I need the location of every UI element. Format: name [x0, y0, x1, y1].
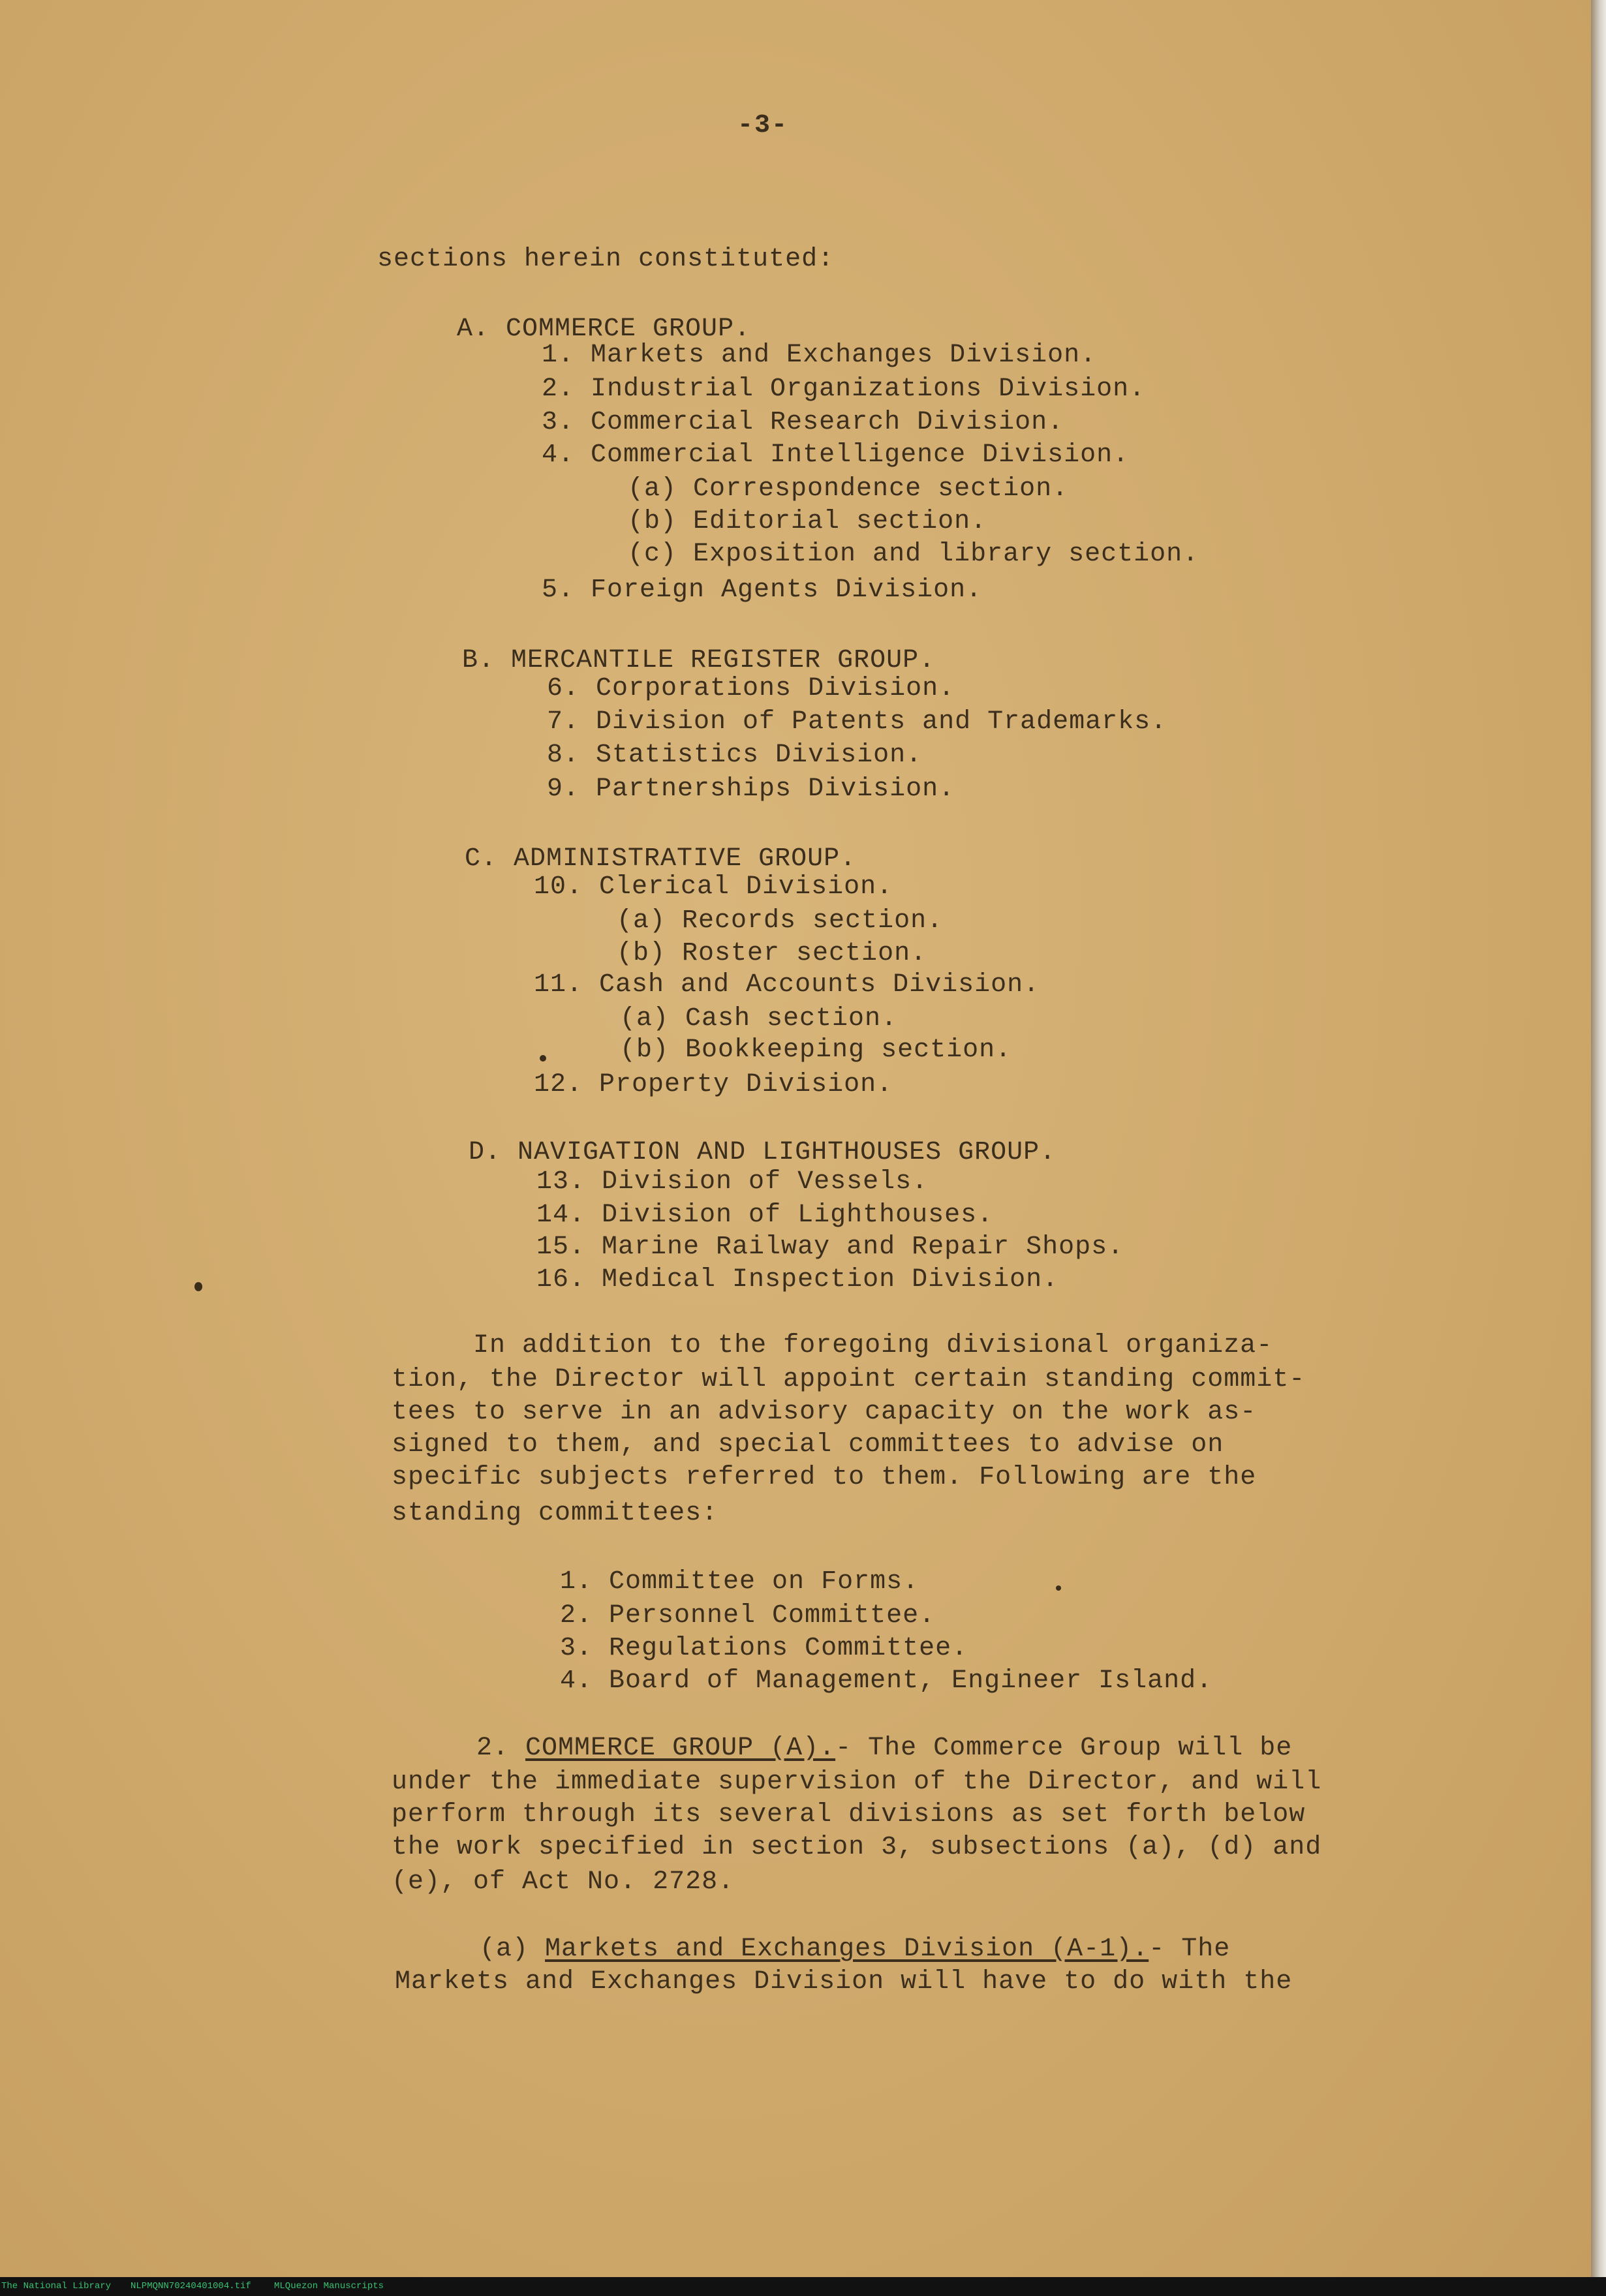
paragraph-line: perform through its several divisions as set forth below	[392, 1800, 1306, 1829]
paragraph-line: signed to them, and special committees to advise on	[392, 1430, 1224, 1460]
list-item: 3. Commercial Research Division.	[542, 408, 1064, 437]
group-heading: A. COMMERCE GROUP.	[457, 314, 751, 344]
paragraph-line: tees to serve in an advisory capacity on the work as-	[392, 1398, 1257, 1427]
list-item: 8. Statistics Division.	[547, 741, 923, 770]
list-subitem: (a) Correspondence section.	[628, 474, 1069, 504]
list-item: 14. Division of Lighthouses.	[536, 1201, 994, 1230]
footer-library: The National Library	[1, 2281, 112, 2291]
list-item: 5. Foreign Agents Division.	[542, 575, 983, 605]
list-subitem: (c) Exposition and library section.	[628, 540, 1199, 569]
paragraph-line: specific subjects referred to them. Following are the	[392, 1463, 1257, 1492]
section-text: - The Commerce Group will be	[835, 1734, 1293, 1763]
paragraph-line: under the immediate supervision of the Director, and will	[392, 1768, 1322, 1797]
committee-item: 3. Regulations Committee.	[560, 1634, 968, 1663]
subsection-label: (a)	[480, 1935, 529, 1964]
list-item: 2. Industrial Organizations Division.	[542, 375, 1146, 404]
list-item: 15. Marine Railway and Repair Shops.	[536, 1232, 1124, 1262]
list-item: 6. Corporations Division.	[547, 674, 955, 703]
paragraph-line: the work specified in section 3, subsections (a), (d) and	[392, 1833, 1322, 1862]
paragraph-line: (e), of Act No. 2728.	[392, 1867, 735, 1897]
list-item: 10. Clerical Division.	[534, 872, 893, 902]
section-heading: COMMERCE GROUP (A).	[525, 1734, 836, 1763]
list-subitem: (a) Records section.	[617, 906, 944, 936]
subsection-text: - The	[1149, 1935, 1231, 1964]
subsection-heading: Markets and Exchanges Division (A-1).	[545, 1935, 1149, 1964]
committee-item: 2. Personnel Committee.	[560, 1601, 936, 1630]
scan-edge	[1591, 0, 1606, 2277]
page-number: -3-	[737, 111, 789, 140]
list-item: 11. Cash and Accounts Division.	[534, 970, 1040, 1000]
list-subitem: (b) Editorial section.	[628, 507, 987, 536]
paragraph-line: In addition to the foregoing divisional organiza-	[473, 1331, 1273, 1360]
ink-speck	[194, 1282, 202, 1291]
ink-speck	[1056, 1585, 1061, 1591]
group-heading: C. ADMINISTRATIVE GROUP.	[465, 844, 857, 874]
list-item: 9. Partnerships Division.	[547, 774, 955, 804]
subsection-a-first-line	[480, 1936, 1230, 1963]
list-item: 7. Division of Patents and Trademarks.	[547, 707, 1167, 737]
list-subitem: (b) Roster section.	[617, 939, 927, 968]
list-item: 13. Division of Vessels.	[536, 1167, 929, 1197]
list-item: 16. Medical Inspection Division.	[536, 1265, 1059, 1294]
list-subitem: (b) Bookkeeping section.	[620, 1035, 1012, 1065]
intro-line: sections herein constituted:	[377, 245, 835, 274]
committee-item: 4. Board of Management, Engineer Island.	[560, 1666, 1213, 1696]
section-2-first-line	[476, 1736, 1292, 1762]
list-item: 12. Property Division.	[534, 1070, 893, 1099]
section-number: 2.	[476, 1734, 510, 1763]
paragraph-line: standing committees:	[392, 1499, 718, 1528]
ink-speck	[540, 1055, 546, 1062]
list-item: 1. Markets and Exchanges Division.	[542, 341, 1097, 370]
group-heading: B. MERCANTILE REGISTER GROUP.	[462, 646, 936, 675]
paragraph-line: Markets and Exchanges Division will have to do with the	[395, 1967, 1293, 1997]
group-heading: D. NAVIGATION AND LIGHTHOUSES GROUP.	[469, 1138, 1057, 1167]
scan-footer	[0, 2277, 1606, 2296]
list-subitem: (a) Cash section.	[620, 1004, 898, 1033]
committee-item: 1. Committee on Forms.	[560, 1567, 919, 1597]
paragraph-line: tion, the Director will appoint certain standing commit-	[392, 1365, 1306, 1394]
footer-collection: MLQuezon Manuscripts	[274, 2281, 384, 2291]
footer-file: NLPMQNN70240401004.tif	[131, 2281, 251, 2291]
list-item: 4. Commercial Intelligence Division.	[542, 440, 1130, 470]
